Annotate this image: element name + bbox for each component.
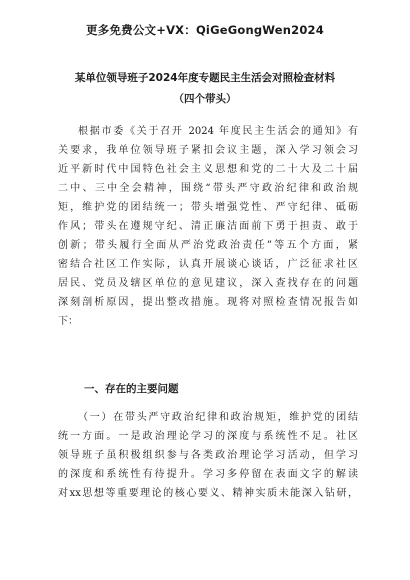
promo-banner: 更多免费公文+VX：QiGeGongWen2024	[86, 23, 324, 37]
paragraph-line: 关要求，我单位领导班子紧扣会议主题，深入学习领会习	[58, 145, 358, 156]
paragraph-line: 作风；带头在遵规守纪、清正廉洁面前下勇于担责、敢于	[58, 221, 358, 232]
paragraph-line: 矩，维护党的团结统一；带头增强党性、严守纪律、砥砺	[58, 202, 358, 213]
paragraph-line: 根据市委《关于召开 2024 年度民主生活会的通知》有	[78, 126, 358, 137]
intro-paragraph	[58, 122, 358, 331]
paragraph-line: 居民、党员及辖区单位的意见建议，深入查找存在的问题	[58, 278, 358, 289]
paragraph-line: 对xx思想等重要理论的核心要义、精神实质未能深入钻研，	[58, 488, 358, 499]
paragraph-line: 深刻剖析原因，提出整改措施。现将对照检查情况报告如	[58, 297, 358, 308]
paragraph-line: 近平新时代中国特色社会主义思想和党的二十大及二十届	[58, 164, 358, 175]
paragraph-line: （一）在带头严守政治纪律和政治规矩，维护党的团结	[78, 412, 358, 423]
paragraph-line: 统一方面。一是政治理论学习的深度与系统性不足。社区	[58, 431, 358, 442]
paragraph-line: 二中、三中全会精神，围绕“带头严守政治纪律和政治规	[58, 183, 358, 194]
paragraph-line: 下：	[58, 316, 78, 327]
paragraph-line: 领导班子虽积极组织参与各类政治理论学习活动，但学习	[58, 450, 358, 461]
document-title: 某单位领导班子2024年度专题民主生活会对照检查材料	[74, 72, 336, 84]
document-subtitle: （四个带头）	[173, 93, 237, 105]
paragraph-line: 密结合社区工作实际，认真开展谈心谈话，广泛征求社区	[58, 259, 358, 270]
section-paragraph	[58, 408, 358, 503]
paragraph-line: 的深度和系统性有待提升。学习多停留在表面文字的解读	[58, 469, 358, 480]
paragraph-line: 创新；带头履行全面从严治党政治责任”等五个方面，紧	[58, 240, 358, 251]
section-heading: 一、存在的主要问题	[84, 383, 179, 395]
